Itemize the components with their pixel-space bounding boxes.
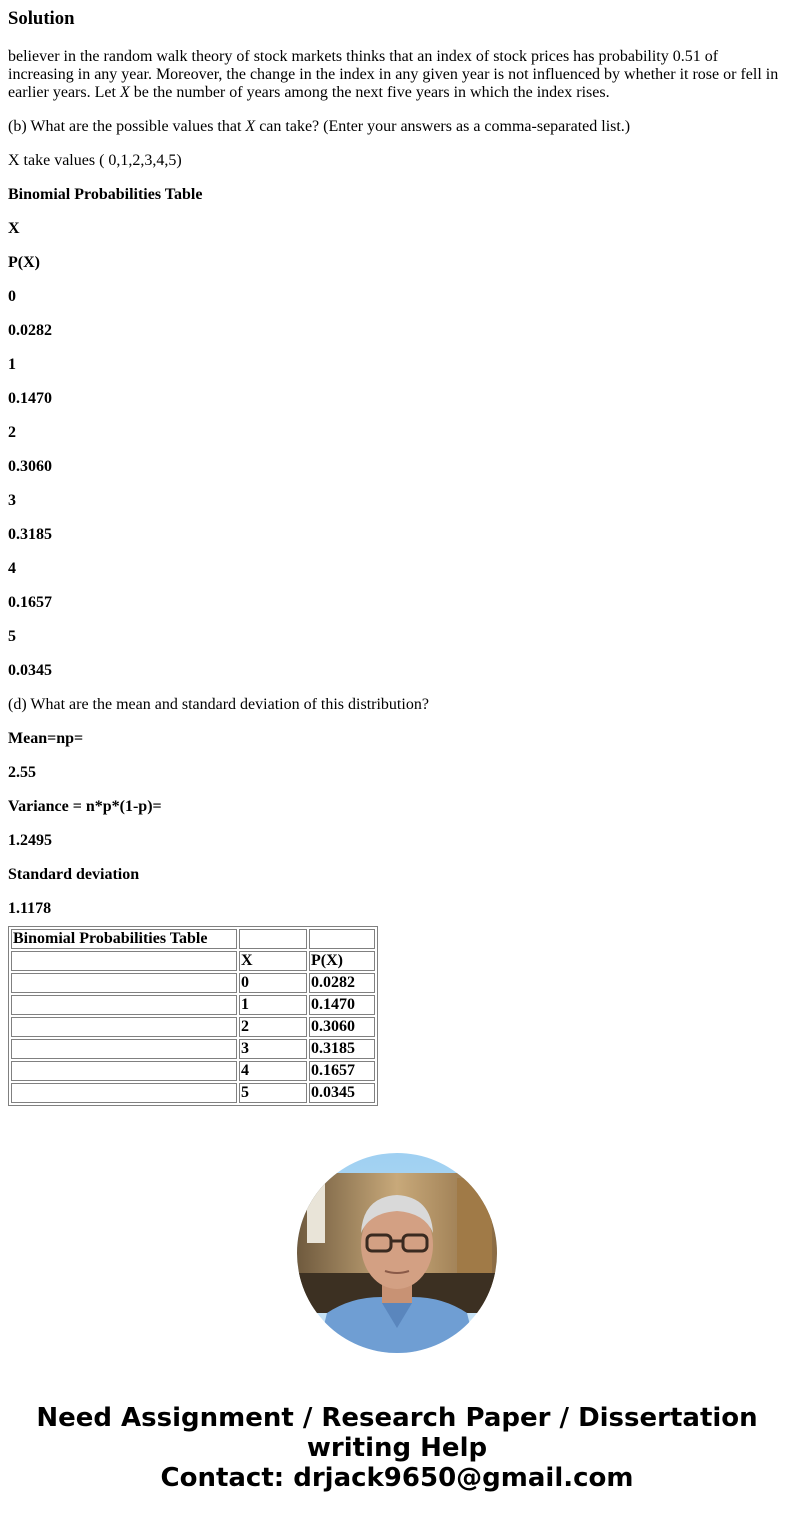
table-row [11,1061,375,1081]
table-cell [11,1017,237,1037]
sd-value: 1.1178 [8,900,52,917]
footer-contact [0,1403,794,1493]
table-row [11,1039,375,1059]
problem-statement [8,48,786,102]
table-cell [11,995,237,1015]
page-title: Solution [8,8,75,29]
table-row [11,1017,375,1037]
intro-text-2: be the number of years among the next five years in which the index rises. [129,84,610,101]
table-cell-x: 3 [239,1039,307,1059]
table-cell-px: 0.0282 [309,973,375,993]
list-x-3: 3 [8,492,16,509]
table-cell [11,1083,237,1103]
probability-table [8,926,378,1106]
list-px-0: 0.0282 [8,322,52,339]
table-cell [11,951,237,971]
table-cell-x: 0 [239,973,307,993]
table-cell-x: 1 [239,995,307,1015]
list-x-5: 5 [8,628,16,645]
table-cell [309,929,375,949]
table-cell-px: 0.3185 [309,1039,375,1059]
table-header-px: P(X) [309,951,375,971]
table-cell-px: 0.1657 [309,1061,375,1081]
table-cell-x: 4 [239,1061,307,1081]
table-cell-px: 0.1470 [309,995,375,1015]
table-cell-px: 0.3060 [309,1017,375,1037]
table-row [11,951,375,971]
table-cell-x: 5 [239,1083,307,1103]
author-avatar [297,1153,497,1353]
table-cell [239,929,307,949]
list-px-2: 0.3060 [8,458,52,475]
footer-line-3: Contact: drjack9650@gmail.com [160,1463,634,1493]
sd-label: Standard deviation [8,866,140,883]
footer-line-2: writing Help [306,1433,488,1463]
variance-label: Variance = n*p*(1-p)= [8,798,162,815]
list-px-3: 0.3185 [8,526,52,543]
list-header-px: P(X) [8,254,40,271]
list-x-2: 2 [8,424,16,441]
mean-value: 2.55 [8,764,36,781]
table-row [11,973,375,993]
table-row [11,929,375,949]
list-table-title: Binomial Probabilities Table [8,186,203,203]
table-cell [11,1061,237,1081]
question-d: (d) What are the mean and standard deviation of this distribution? [8,696,429,713]
table-row [11,1083,375,1103]
table-header-x: X [239,951,307,971]
list-px-4: 0.1657 [8,594,52,611]
question-b-text-1: (b) What are the possible values that [8,118,246,135]
question-b [8,118,786,136]
list-px-5: 0.0345 [8,662,52,679]
mean-label: Mean=np= [8,730,84,747]
footer-line-1: Need Assignment / Research Paper / Dissertation [36,1403,758,1433]
answer-b: X take values ( 0,1,2,3,4,5) [8,152,182,169]
table-cell-x: 2 [239,1017,307,1037]
question-b-variable: X [245,118,256,135]
table-cell [11,973,237,993]
table-cell-px: 0.0345 [309,1083,375,1103]
question-b-text-2: can take? (Enter your answers as a comma-separated list.) [255,118,631,135]
list-header-x: X [8,220,20,237]
intro-variable: X [119,84,130,101]
list-px-1: 0.1470 [8,390,52,407]
list-x-4: 4 [8,560,16,577]
variance-value: 1.2495 [8,832,52,849]
intro-text-1: believer in the random walk theory of stock markets thinks that an index of stock prices has probability 0.51 of increasing in any year. Moreover, the change in the index in any given year is not influenced by whether it rose or fell in earlier years. Let [8,48,779,101]
list-x-1: 1 [8,356,16,373]
table-cell [11,1039,237,1059]
table-row [11,995,375,1015]
table-title-cell: Binomial Probabilities Table [11,929,237,949]
list-x-0: 0 [8,288,16,305]
author-photo-icon [297,1153,497,1353]
